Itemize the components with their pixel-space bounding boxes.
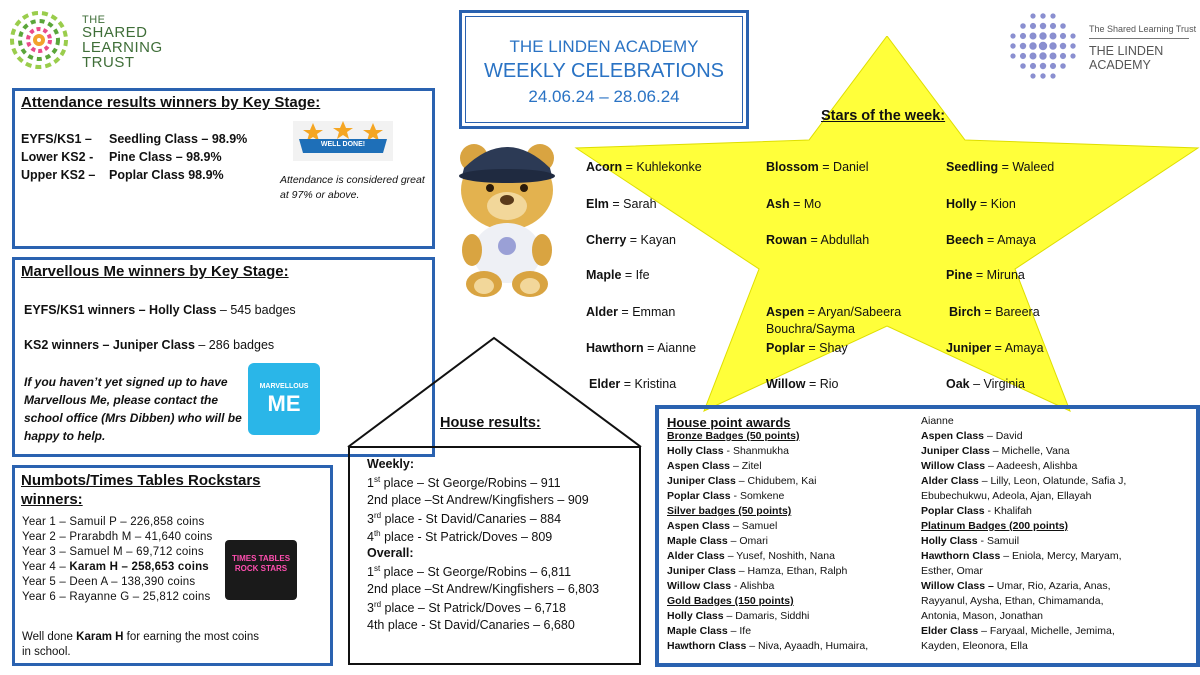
attendance-row (21, 168, 224, 182)
place-text: place – St Patrick/Doves – 6,718 (381, 601, 566, 616)
award-pupils: - Samuil (977, 535, 1020, 547)
award-line (667, 640, 868, 652)
class-name: Beech (946, 233, 984, 247)
week-dates: 24.06.24 – 28.06.24 (528, 87, 680, 106)
weekly-result (367, 493, 589, 507)
award-line (921, 475, 1126, 487)
year-winner: Year 6 – Rayanne G – 25,812 coins (22, 591, 211, 603)
award-line (667, 475, 816, 487)
linden-name-2: ACADEMY (1089, 58, 1151, 72)
place-number: 2nd (367, 493, 388, 507)
award-pupils: Kayden, Eleonora, Ella (921, 640, 1028, 652)
award-pupils: Ebubechukwu, Adeola, Ajan, Ellayah (921, 490, 1092, 502)
class-name: Poplar (766, 341, 805, 355)
award-pupils: - Alishba (731, 580, 775, 592)
place-text: place - St Patrick/Doves – 809 (380, 530, 553, 545)
logo-top-text: MARVELLOUS (259, 383, 309, 390)
award-class: Alder Class (667, 550, 725, 562)
star-of-week (949, 305, 1040, 319)
star-of-week (586, 233, 676, 247)
year-winner: Year 3 – Samuel M – 69,712 coins (22, 546, 204, 558)
well-done-text: WELL DONE! (320, 141, 366, 148)
slt-word-3: LEARNING (82, 39, 163, 56)
year-winner: Year 1 – Samuil P – 226,858 coins (22, 516, 205, 528)
ks1-badges: – 545 badges (216, 303, 296, 317)
award-line (667, 535, 768, 547)
place-text: place – St George/Robins – 911 (380, 476, 561, 491)
award-line (667, 460, 762, 472)
top-winner: Karam H – 258,653 coins (69, 561, 209, 573)
class-name: Cherry (586, 233, 627, 247)
overall-result (367, 582, 599, 596)
slt-word-2: SHARED (82, 24, 148, 41)
ks2-badges: – 286 badges (194, 338, 275, 352)
overall-result (367, 618, 575, 632)
award-line (921, 460, 1077, 472)
star-of-week (766, 197, 821, 211)
award-pupils: – Zitel (730, 460, 762, 472)
linden-trust-text: The Shared Learning Trust (1089, 24, 1197, 34)
award-line (921, 550, 1122, 562)
award-class: Maple Class (667, 625, 728, 637)
award-pupils: Umar, Rio, Azaria, Anas, (993, 580, 1111, 592)
pupil-name: = Sarah (608, 197, 657, 211)
award-line (667, 610, 809, 622)
class-name: Elm (586, 197, 609, 211)
star-of-week (766, 160, 868, 174)
award-pupils: – Lilly, Leon, Olatunde, Safia J, (978, 475, 1127, 487)
tree-logo-icon (6, 8, 72, 72)
attendance-row (21, 150, 222, 164)
class-name: Acorn (586, 160, 623, 174)
award-class: Maple Class (667, 535, 728, 547)
congrats-post: for earning the most coins in school. (22, 631, 259, 658)
place-text: place - St David/Canaries – 6,680 (384, 618, 575, 632)
pupil-name: – Virginia (969, 377, 1025, 391)
award-class: Poplar Class (667, 490, 731, 502)
school-name: THE LINDEN ACADEMY (509, 37, 699, 56)
class-name: Holly (946, 197, 977, 211)
pupil-name: = Bareera (980, 305, 1040, 319)
star-of-week (946, 377, 1025, 391)
award-class: Juniper Class (667, 565, 736, 577)
pupil-name: = Daniel (818, 160, 869, 174)
place-number: 2nd (367, 582, 388, 596)
badge-tier-heading: Silver badges (50 points) (667, 505, 792, 517)
award-line (921, 565, 983, 577)
star-of-week (946, 197, 1016, 211)
badge-tier-heading: Bronze Badges (50 points) (667, 430, 800, 442)
class-name: Rowan (766, 233, 807, 247)
place-number: 1 (367, 476, 374, 491)
star-of-week (589, 377, 676, 391)
overall-label: Overall: (367, 546, 414, 560)
star-shape (550, 36, 1200, 412)
award-line (921, 595, 1104, 607)
star-of-week (766, 341, 848, 355)
slt-word-1: THE (82, 14, 106, 26)
place-suffix: rd (373, 511, 382, 520)
shared-learning-trust-logo (6, 8, 186, 72)
award-pupils: – Samuel (730, 520, 778, 532)
place-text: place – St George/Robins – 6,811 (380, 565, 572, 580)
award-pupils: – Yusef, Noshith, Nana (724, 550, 835, 562)
ks1-winner-class: EYFS/KS1 winners – Holly Class (24, 303, 217, 317)
award-line (667, 550, 835, 562)
attendance-result: Pine Class – 98.9% (109, 150, 222, 164)
place-suffix: rd (373, 600, 382, 609)
ks1-winner (24, 303, 296, 317)
pupil-name: = Amaya (991, 341, 1044, 355)
house-results-heading: House results: (440, 415, 541, 431)
pupil-name: Bouchra/Sayma (766, 322, 855, 336)
award-pupils: – David (984, 430, 1023, 442)
award-line (921, 625, 1115, 637)
house-point-awards-panel (655, 405, 1200, 667)
star-of-week (586, 341, 696, 355)
place-suffix: st (373, 564, 381, 573)
pupil-name: = Shay (804, 341, 848, 355)
award-class: Juniper Class (921, 445, 990, 457)
numbots-heading: Numbots/Times Tables Rockstars winners: (21, 472, 261, 508)
ks2-winner (24, 338, 274, 352)
award-line (921, 490, 1091, 502)
weekly-label: Weekly: (367, 457, 415, 471)
place-number: 3 (367, 601, 374, 616)
place-text: place –St Andrew/Kingfishers – 909 (387, 493, 589, 507)
award-class: Hawthorn Class (921, 550, 1001, 562)
congrats-note (22, 630, 262, 660)
attendance-result: Poplar Class 98.9% (109, 168, 224, 182)
award-class: Willow Class (921, 460, 986, 472)
pupil-name: = Abdullah (806, 233, 870, 247)
award-line (667, 625, 751, 637)
place-number: 4th (367, 618, 385, 632)
logo-main-text: ME (267, 391, 301, 416)
rockstars-logo (225, 540, 297, 600)
class-name: Maple (586, 268, 622, 282)
key-stage: EYFS/KS1 – (21, 132, 92, 146)
pupil-name: = Emman (617, 305, 676, 319)
class-name: Pine (946, 268, 973, 282)
pupil-name: = Waleed (998, 160, 1055, 174)
weekly-result (367, 529, 552, 544)
pupil-name: = Kion (976, 197, 1016, 211)
award-line (921, 430, 1023, 442)
award-class: Alder Class (921, 475, 979, 487)
well-done-badge (293, 121, 393, 161)
place-text: place - St David/Canaries – 884 (381, 512, 562, 527)
class-name: Oak (946, 377, 970, 391)
pupil-name: = Miruna (972, 268, 1025, 282)
bear-mascot-image (452, 128, 562, 298)
award-pupils: - Khalifah (984, 505, 1032, 517)
pupil-name: = Amaya (983, 233, 1036, 247)
award-line (921, 415, 954, 427)
overall-result (367, 600, 566, 615)
award-class: Hawthorn Class (667, 640, 747, 652)
marvellous-me-logo (248, 363, 320, 435)
class-name: Seedling (946, 160, 999, 174)
signup-note: If you haven’t yet signed up to have Marvellous Me, please contact the school office (Mrs Dibben) who will be happy to help. (24, 375, 242, 443)
award-pupils: – Eniola, Mercy, Maryam, (1000, 550, 1122, 562)
attendance-result: Seedling Class – 98.9% (109, 132, 248, 146)
class-name: Aspen (766, 305, 805, 319)
class-name: Birch (949, 305, 981, 319)
pupil-name: = Kristina (620, 377, 677, 391)
badge-tier-heading: Gold Badges (150 points) (667, 595, 794, 607)
award-line (667, 565, 847, 577)
star-of-week (946, 160, 1054, 174)
award-pupils: Antonia, Mason, Jonathan (921, 610, 1044, 622)
weekly-result (367, 511, 561, 526)
attendance-row (21, 132, 247, 146)
pupil-name: = Mo (789, 197, 822, 211)
star-of-week (766, 322, 855, 336)
linden-name-1: THE LINDEN (1089, 44, 1164, 58)
slt-word-4: TRUST (82, 54, 135, 71)
award-class: Aspen Class (667, 520, 731, 532)
award-line (667, 445, 789, 457)
star-of-week (586, 268, 650, 282)
class-name: Juniper (946, 341, 992, 355)
star-of-week (586, 160, 702, 174)
award-pupils: – Chidubem, Kai (735, 475, 817, 487)
award-line (921, 580, 1111, 592)
overall-result (367, 564, 571, 579)
attendance-heading: Attendance results winners by Key Stage: (21, 94, 321, 111)
award-line (667, 520, 777, 532)
award-class: Willow Class – (921, 580, 994, 592)
pupil-name: = Kayan (626, 233, 676, 247)
award-pupils: – Michelle, Vana (989, 445, 1070, 457)
pupil-name: = Aianne (643, 341, 697, 355)
pupil-name: = Rio (805, 377, 839, 391)
award-pupils: – Faryaal, Michelle, Jemima, (978, 625, 1115, 637)
award-pupils: - Shanmukha (723, 445, 789, 457)
award-pupils: Esther, Omar (921, 565, 983, 577)
awards-heading: House point awards (667, 415, 791, 430)
class-name: Alder (586, 305, 618, 319)
award-pupils: – Ife (727, 625, 752, 637)
place-number: 1 (367, 565, 374, 580)
award-pupils: – Niva, Ayaadh, Humaira, (746, 640, 869, 652)
award-pupils: - Somkene (730, 490, 785, 502)
stars-heading: Stars of the week: (821, 108, 946, 124)
award-line (667, 490, 784, 502)
award-line (921, 610, 1043, 622)
place-text: place –St Andrew/Kingfishers – 6,803 (387, 582, 600, 596)
ks2-winner-class: KS2 winners – Juniper Class (24, 338, 195, 352)
rockstars-logo-text: TIMES TABLES ROCK STARS (231, 554, 291, 573)
award-pupils: – Aadeesh, Alishba (985, 460, 1078, 472)
key-stage: Upper KS2 – (21, 168, 96, 182)
award-class: Poplar Class (921, 505, 985, 517)
page-title: WEEKLY CELEBRATIONS (483, 60, 725, 82)
class-name: Ash (766, 197, 790, 211)
star-of-week (766, 305, 901, 319)
key-stage: Lower KS2 - (21, 150, 94, 164)
award-class: Juniper Class (667, 475, 736, 487)
place-suffix: th (373, 529, 381, 538)
star-of-week (946, 233, 1036, 247)
award-class: Aspen Class (667, 460, 731, 472)
award-pupils: Rayyanul, Aysha, Ethan, Chimamanda, (921, 595, 1104, 607)
star-of-week (766, 377, 838, 391)
award-pupils: Aianne (921, 415, 954, 427)
year-winner: Year 2 – Prarabdh M – 41,640 coins (22, 531, 213, 543)
award-line (921, 505, 1032, 517)
congrats-pre: Well done (22, 631, 77, 643)
award-line (667, 580, 774, 592)
class-name: Willow (766, 377, 806, 391)
star-of-week (586, 197, 657, 211)
class-name: Elder (589, 377, 621, 391)
year-label: Year 4 – (22, 561, 70, 573)
year-winner (22, 561, 209, 573)
award-line (921, 445, 1070, 457)
pupil-name: = Ife (621, 268, 650, 282)
place-suffix: st (373, 475, 381, 484)
award-class: Willow Class (667, 580, 732, 592)
pupil-name: = Kuhlekonke (622, 160, 702, 174)
class-name: Blossom (766, 160, 819, 174)
award-class: Holly Class (667, 610, 724, 622)
numbots-panel (12, 465, 333, 666)
award-pupils: – Damaris, Siddhi (723, 610, 810, 622)
star-of-week (766, 233, 869, 247)
award-pupils: – Omari (727, 535, 768, 547)
class-name: Hawthorn (586, 341, 644, 355)
pupil-name: = Aryan/Sabeera (804, 305, 902, 319)
star-of-week (586, 305, 675, 319)
attendance-panel (12, 88, 435, 249)
place-number: 3 (367, 512, 374, 527)
house-results-panel (348, 446, 641, 665)
award-line (921, 535, 1019, 547)
congrats-name: Karam H (76, 631, 124, 643)
year-winner: Year 5 – Deen A – 138,390 coins (22, 576, 196, 588)
place-number: 4 (367, 530, 374, 545)
marvellous-heading: Marvellous Me winners by Key Stage: (21, 263, 289, 280)
award-class: Aspen Class (921, 430, 985, 442)
star-of-week (946, 268, 1025, 282)
award-class: Holly Class (921, 535, 978, 547)
award-class: Elder Class (921, 625, 979, 637)
weekly-result (367, 475, 561, 490)
award-pupils: – Hamza, Ethan, Ralph (735, 565, 848, 577)
badge-tier-heading: Platinum Badges (200 points) (921, 520, 1069, 532)
award-line (921, 640, 1028, 652)
award-class: Holly Class (667, 445, 724, 457)
attendance-note: Attendance is considered great at 97% or above. (280, 174, 425, 201)
star-of-week (946, 341, 1044, 355)
